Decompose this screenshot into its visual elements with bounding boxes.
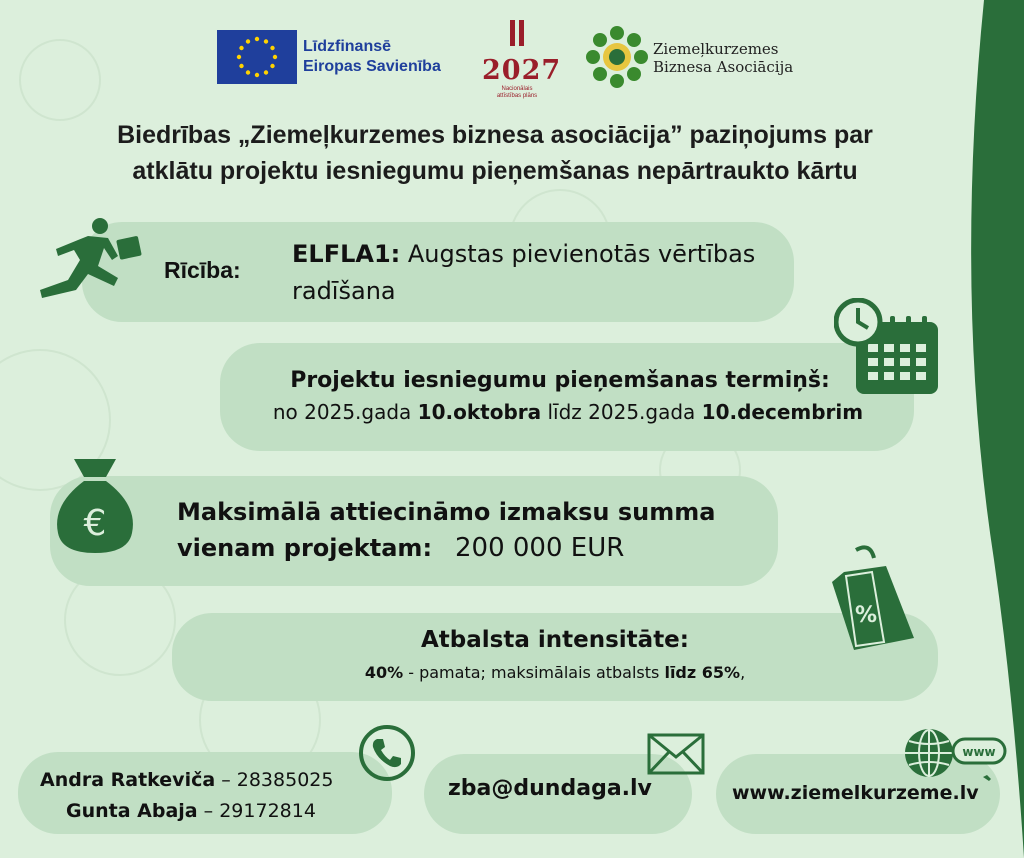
max-cost-heading (177, 494, 715, 566)
action-description: Augstas pievienotās vērtības radīšana (292, 240, 756, 305)
action-text (292, 236, 772, 310)
intensity-max-pct: līdz 65% (664, 663, 741, 682)
deadline-pill (220, 343, 914, 451)
eu-flag-icon (217, 30, 297, 84)
nap-year: 2027 (482, 55, 562, 86)
person1-phone: – 28385025 (215, 769, 334, 791)
globe-www-icon (903, 725, 1009, 781)
nap-line2: attīstības plāns (496, 93, 538, 99)
intensity-heading: Atbalsta intensitāte: (421, 627, 689, 653)
www-badge-text: www (962, 745, 996, 759)
deadline-from-date: 10.oktobra (417, 400, 542, 424)
svg-text:€: € (83, 503, 107, 544)
nap-2027-icon (482, 20, 562, 100)
money-bag-icon (52, 455, 138, 555)
eu-line1: Līdzfinansē (303, 38, 392, 55)
intensity-tail: , (740, 663, 746, 682)
title-line2: atklātu projektu iesniegumu pieņemšanas nepārtraukto kārtu (132, 157, 858, 185)
contact-person-2 (40, 796, 380, 827)
max-cost-value: 200 000 EUR (455, 533, 625, 563)
page-title (30, 117, 960, 189)
person2-phone: – 29172814 (197, 800, 316, 822)
action-label: Rīcība: (164, 257, 241, 283)
eu-cofinanced-text (303, 37, 441, 77)
deadline-heading: Projektu iesniegumu pieņemšanas termiņš: (290, 368, 830, 393)
contact-persons (40, 765, 380, 827)
deadline-to-prefix: līdz 2025.gada (541, 400, 702, 424)
title-line1: Biedrības „Ziemeļkurzemes biznesa asociācija” paziņojums par (117, 121, 873, 149)
deadline-from-prefix: no 2025.gada (272, 400, 418, 424)
runner-icon (28, 216, 148, 306)
intensity-text (175, 663, 935, 682)
intensity-base-pct: 40% (364, 663, 404, 682)
intensity-base-text: - pamata; maksimālais atbalsts (403, 663, 665, 682)
max-cost-line1: Maksimālā attiecināmo izmaksu summa (177, 498, 716, 526)
zba-name (653, 40, 793, 76)
mail-icon (647, 733, 705, 775)
contact-person-1 (40, 765, 380, 796)
contact-website[interactable]: www.ziemelkurzeme.lv (732, 782, 979, 804)
svg-text:%: % (854, 603, 878, 628)
zba-logo-icon (585, 25, 649, 89)
zba-line1: Ziemeļkurzemes (653, 40, 779, 58)
person1-name: Andra Ratkeviča (40, 769, 216, 791)
eu-line2: Eiropas Savienība (303, 58, 441, 75)
nap-line1: Nacionālais (501, 86, 533, 92)
zba-line2: Biznesa Asociācija (653, 58, 794, 76)
deadline-dates (222, 400, 914, 424)
contact-email[interactable]: zba@dundaga.lv (448, 776, 652, 801)
max-cost-line2: vienam projektam: (177, 534, 433, 562)
person2-name: Gunta Abaja (66, 800, 198, 822)
action-code: ELFLA1: (292, 240, 401, 268)
deadline-to-date: 10.decembrim (701, 400, 864, 424)
